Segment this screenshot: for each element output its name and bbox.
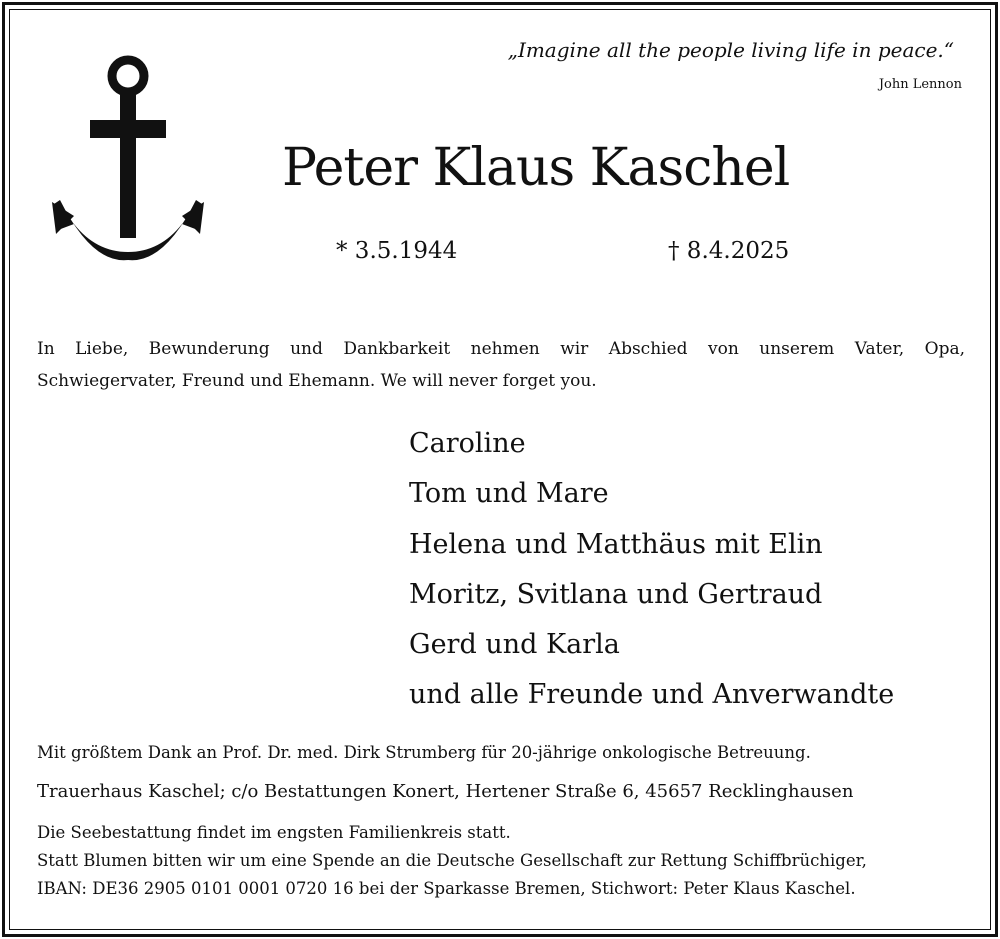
family-member: Moritz, Svitlana und Gertraud bbox=[409, 578, 823, 610]
quote-text: „Imagine all the people living life in peace.“ bbox=[507, 38, 954, 62]
birth-date: * 3.5.1944 bbox=[336, 238, 458, 264]
deceased-name: Peter Klaus Kaschel bbox=[282, 138, 790, 198]
thanks-text: Mit größtem Dank an Prof. Dr. med. Dirk Strumberg für 20-jährige onkologische Betreuung. bbox=[37, 743, 811, 762]
family-member: Gerd und Karla bbox=[409, 629, 620, 661]
notes-block bbox=[37, 819, 965, 903]
family-member: und alle Freunde und Anverwandte bbox=[409, 679, 895, 711]
family-member: Tom und Mare bbox=[409, 478, 609, 510]
intro-line-2: Schwiegervater, Freund und Ehemann. We will never forget you. bbox=[37, 371, 597, 391]
death-date: † 8.4.2025 bbox=[668, 238, 790, 264]
note-line: IBAN: DE36 2905 0101 0001 0720 16 bei der Sparkasse Bremen, Stichwort: Peter Klaus Kaschel. bbox=[37, 879, 856, 898]
note-line: Die Seebestattung findet im engsten Familienkreis statt. bbox=[37, 823, 511, 842]
anchor-icon bbox=[52, 52, 204, 262]
family-member: Caroline bbox=[409, 428, 526, 459]
intro-text bbox=[37, 333, 965, 397]
family-list bbox=[409, 419, 894, 721]
mourning-house-address: Trauerhaus Kaschel; c/o Bestattungen Konert, Hertener Straße 6, 45657 Recklinghausen bbox=[37, 781, 854, 802]
note-line: Statt Blumen bitten wir um eine Spende an die Deutsche Gesellschaft zur Rettung Schiffbrüchiger, bbox=[37, 851, 867, 870]
quote-author: John Lennon bbox=[878, 77, 962, 92]
family-member: Helena und Matthäus mit Elin bbox=[409, 528, 823, 560]
intro-line-1: In Liebe, Bewunderung und Dankbarkeit nehmen wir Abschied von unserem Vater, Opa, bbox=[37, 339, 965, 359]
